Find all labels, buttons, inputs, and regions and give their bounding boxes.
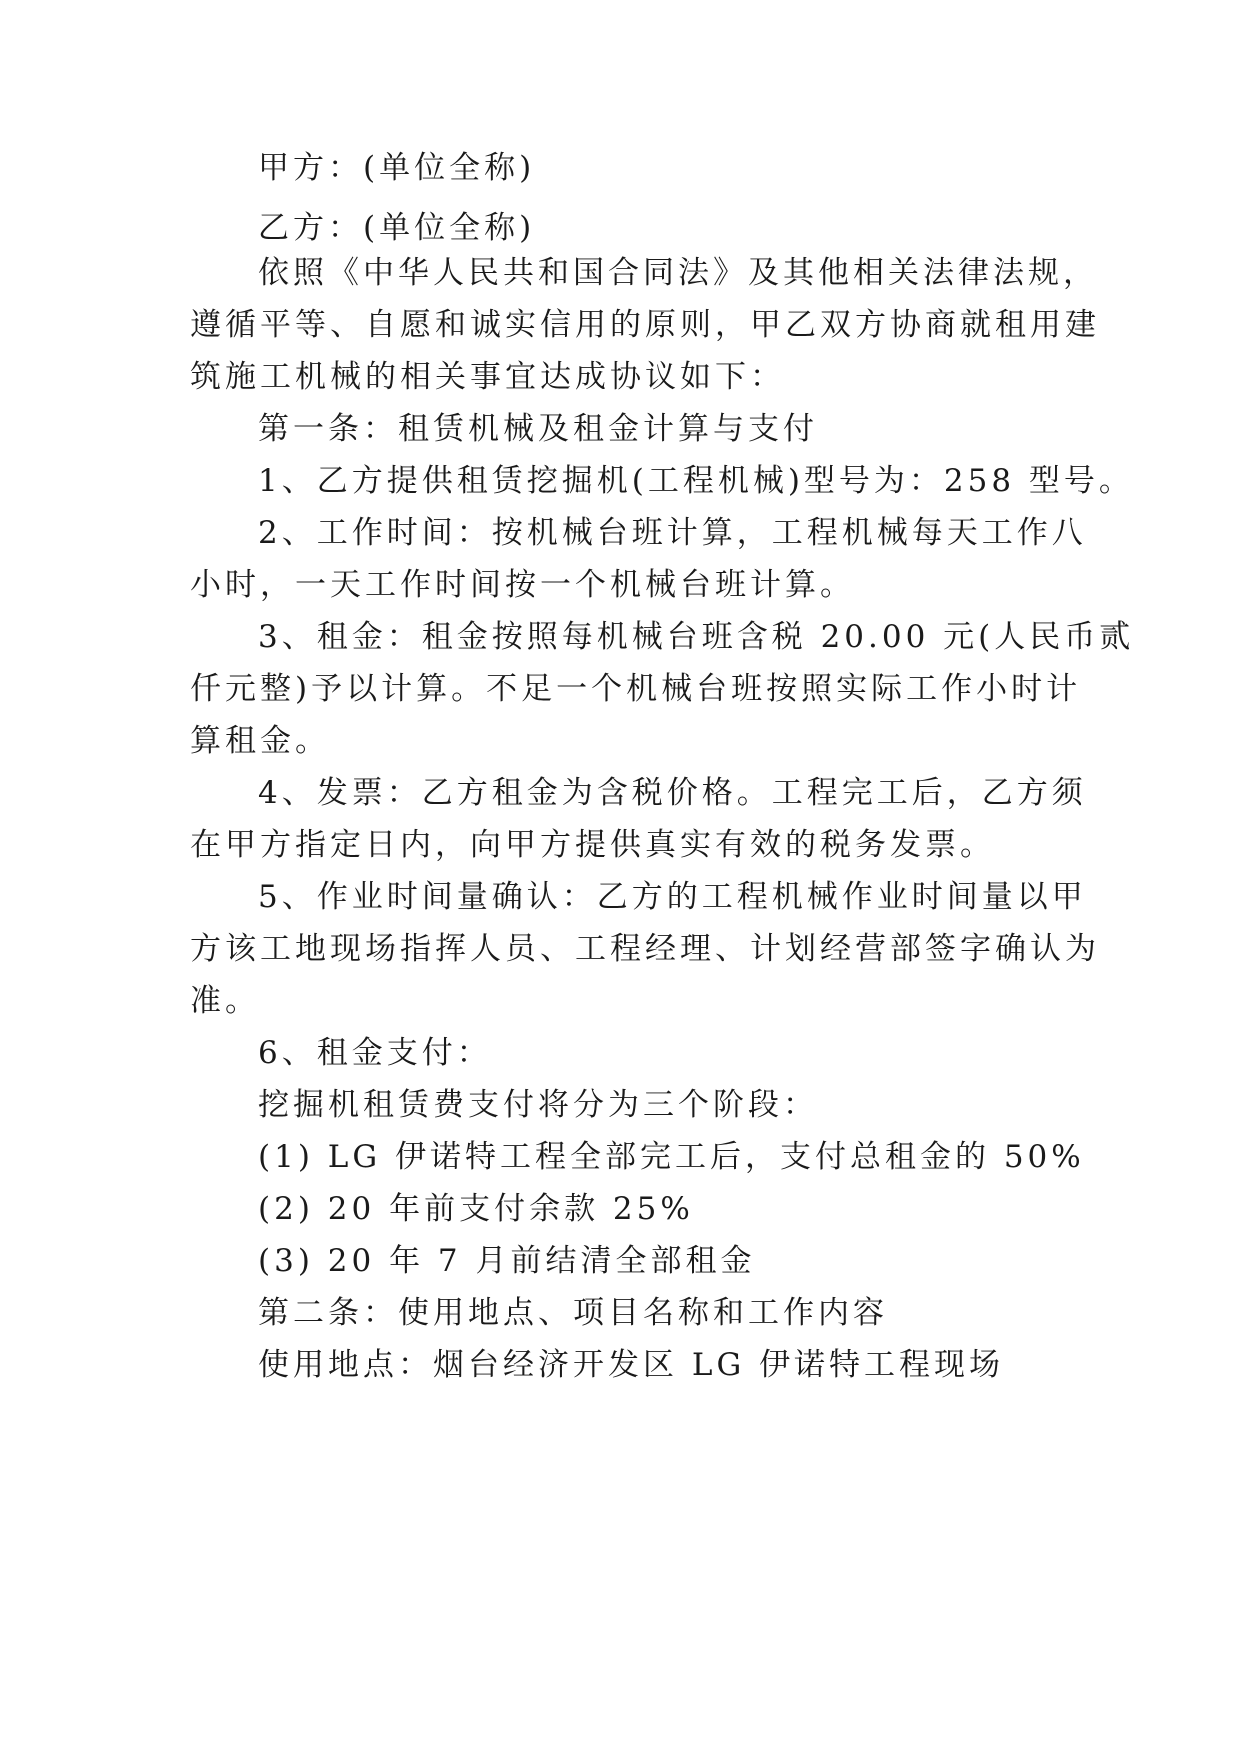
clause-5-line: 准。 <box>190 983 260 1019</box>
payment-stage-item: (3) 20 年 7 月前结清全部租金 <box>258 1243 756 1279</box>
clause-5-line: 5、作业时间量确认：乙方的工程机械作业时间量以甲 <box>258 879 1087 915</box>
party-a-line: 甲方：(单位全称) <box>258 150 536 186</box>
article-1-title: 第一条：租赁机械及租金计算与支付 <box>258 411 818 447</box>
clause-3-line: 仟元整)予以计算。不足一个机械台班按照实际工作小时计 <box>190 671 1082 707</box>
clause-3-line: 3、租金：租金按照每机械台班含税 20.00 元(人民币贰 <box>258 619 1135 655</box>
clause-6-title: 6、租金支付： <box>258 1035 492 1071</box>
article-2-title: 第二条：使用地点、项目名称和工作内容 <box>258 1295 888 1331</box>
clause-3-line: 算租金。 <box>190 723 330 759</box>
clause-2-line: 2、工作时间：按机械台班计算，工程机械每天工作八 <box>258 515 1087 551</box>
preamble-line: 遵循平等、自愿和诚实信用的原则，甲乙双方协商就租用建 <box>190 307 1100 343</box>
preamble-line: 依照《中华人民共和国合同法》及其他相关法律法规， <box>258 255 1098 291</box>
clause-2-line: 小时，一天工作时间按一个机械台班计算。 <box>190 567 855 603</box>
clause-1: 1、乙方提供租赁挖掘机(工程机械)型号为：258 型号。 <box>258 463 1134 499</box>
clause-4-line: 在甲方指定日内，向甲方提供真实有效的税务发票。 <box>190 827 995 863</box>
clause-5-line: 方该工地现场指挥人员、工程经理、计划经营部签字确认为 <box>190 931 1100 967</box>
preamble-line: 筑施工机械的相关事宜达成协议如下： <box>190 359 785 395</box>
clause-4-line: 4、发票：乙方租金为含税价格。工程完工后，乙方须 <box>258 775 1087 811</box>
payment-stage-item: (2) 20 年前支付余款 25% <box>258 1191 694 1227</box>
payment-intro: 挖掘机租赁费支付将分为三个阶段： <box>258 1087 818 1123</box>
usage-location: 使用地点：烟台经济开发区 LG 伊诺特工程现场 <box>258 1347 1005 1383</box>
payment-stage-item: (1) LG 伊诺特工程全部完工后，支付总租金的 50% <box>258 1139 1085 1175</box>
party-b-line: 乙方：(单位全称) <box>258 210 536 246</box>
